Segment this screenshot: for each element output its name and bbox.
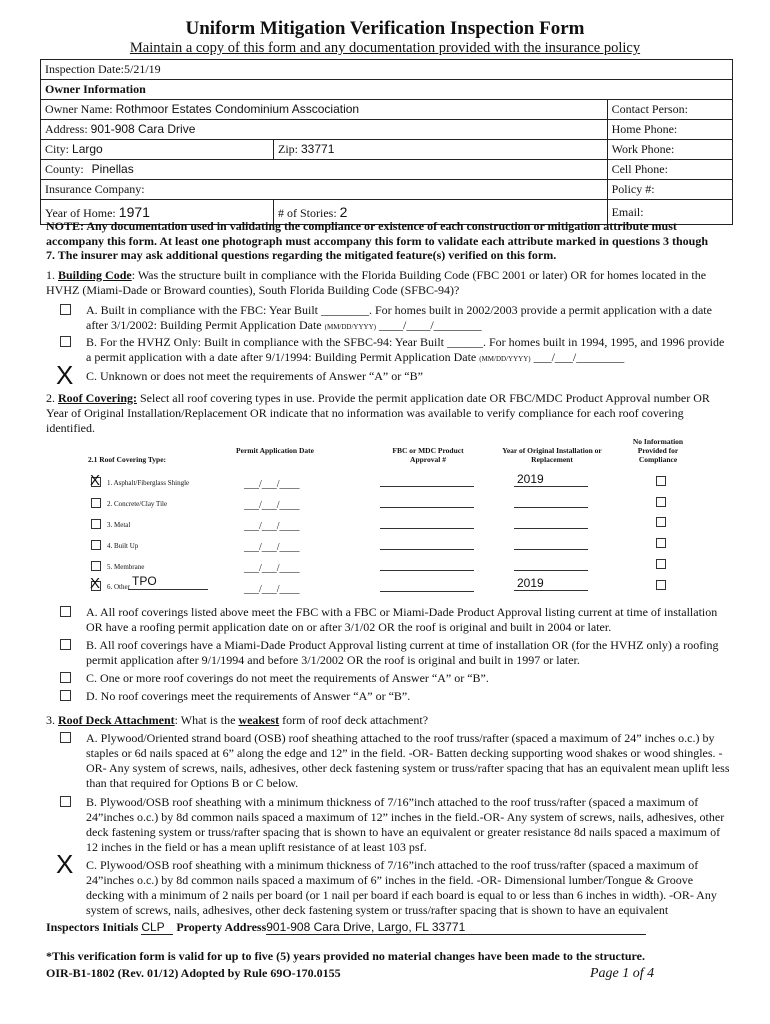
- q2-option-d[interactable]: [60, 689, 732, 704]
- inspector-initials-value[interactable]: CLP: [141, 920, 173, 935]
- q2-b-text: B. All roof coverings have a Miami-Dade Product Approval listing current at time of installation OR (for the HVHZ only) a roofing permit application after 9/1/1994 and before 3/1/2002 OR the roof is original and built in 1997 or later.: [86, 638, 719, 667]
- validity-note: *This verification form is valid for up to five (5) years provided no material changes have been made to the structure.: [46, 949, 645, 963]
- q1-option-c[interactable]: [60, 369, 732, 384]
- zip-cell: [274, 140, 608, 160]
- q1-text: : Was the structure built in compliance with the Florida Building Code (FBC 2001 or later) OR for homes located in the HVHZ (Miami-Dade or Broward counties), South Florida Building Code (SFBC-94)?: [46, 268, 707, 297]
- contact-person-cell[interactable]: [607, 100, 732, 120]
- roof-row-5-checkbox[interactable]: [91, 561, 101, 571]
- form-id: OIR-B1-1802 (Rev. 01/12) Adopted by Rule 69O-170.0155: [46, 966, 341, 980]
- q3-text-pre: : What is the: [174, 713, 239, 727]
- roof-row-6-approval[interactable]: [380, 591, 474, 592]
- roof-row-4-noinfo[interactable]: [656, 538, 666, 548]
- q1-b-text: B. For the HVHZ Only: Built in compliance with the SFBC-94: Year Built ______. For homes built in 1994, 1995, and 1996 provide a permit application with a date after 9/1/1994: Building Permit Application Date: [86, 335, 725, 364]
- address-label: Address:: [45, 122, 88, 136]
- owner-info-header: Owner Information: [41, 80, 733, 100]
- roof-row-6-date[interactable]: ___/___/____: [244, 584, 300, 595]
- q2-number: 2.: [46, 391, 55, 405]
- roof-row-5-approval[interactable]: [380, 570, 474, 571]
- inspection-date-label: Inspection Date:: [45, 62, 124, 76]
- q1-b-date-blank[interactable]: ___/___/________: [530, 350, 625, 364]
- roof-row-6-checkmark[interactable]: X: [90, 575, 101, 592]
- col-roof-type-header: 2.1 Roof Covering Type:: [88, 455, 167, 464]
- q1-c-text: C. Unknown or does not meet the requirements of Answer “A” or “B”: [86, 369, 423, 383]
- q2-roof-covering: [46, 391, 732, 436]
- q3-b-checkbox[interactable]: [60, 796, 71, 807]
- col-noinfo-header: No Information Provided for Compliance: [632, 437, 684, 464]
- roof-row-6-noinfo[interactable]: [656, 580, 666, 590]
- roof-row-1-year-line: [514, 486, 588, 487]
- roof-row-1-year[interactable]: 2019: [517, 472, 544, 486]
- q2-a-checkbox[interactable]: [60, 606, 71, 617]
- q2-c-checkbox[interactable]: [60, 672, 71, 683]
- county-value[interactable]: Pinellas: [91, 162, 134, 176]
- roof-row-4-approval[interactable]: [380, 549, 474, 550]
- q2-text: Select all roof covering types in use. Provide the permit application date OR FBC/MDC Product Approval number OR Year of Original Installation/Replacement OR indicate that no information was available to verify compliance for each roof covering identified.: [46, 391, 710, 435]
- q1-option-b[interactable]: [60, 335, 732, 364]
- roof-row-2-approval[interactable]: [380, 507, 474, 508]
- city-label: City:: [45, 142, 70, 156]
- roof-row-4-date[interactable]: ___/___/____: [244, 542, 300, 553]
- zip-value[interactable]: 33771: [301, 142, 335, 156]
- year-of-home-value[interactable]: 1971: [118, 203, 150, 220]
- work-phone-label: Work Phone:: [611, 142, 675, 156]
- q1-a-text: A. Built in compliance with the FBC: Year Built ________. For homes built in 2002/2003 provide a permit application with a date after 3/1/2002: Building Permit Application Date: [86, 303, 712, 332]
- q1-option-a[interactable]: [60, 303, 732, 332]
- roof-row-2-date[interactable]: ___/___/____: [244, 500, 300, 511]
- home-phone-cell[interactable]: [607, 120, 732, 140]
- footer-initials-row: [46, 920, 646, 935]
- page-number: Page 1 of 4: [590, 966, 655, 981]
- roof-row-3-date[interactable]: ___/___/____: [244, 521, 300, 532]
- zip-label: Zip:: [278, 142, 298, 156]
- q1-building-code: [46, 268, 732, 298]
- q1-a-date-format: (MM/DD/YYYY): [324, 323, 376, 331]
- roof-row-2-noinfo[interactable]: [656, 497, 666, 507]
- roof-row-2-checkbox[interactable]: [91, 498, 101, 508]
- inspector-initials-label: Inspectors Initials: [46, 920, 139, 934]
- roof-row-3-label: 3. Metal: [107, 521, 131, 529]
- q3-text-post: form of roof deck attachment?: [279, 713, 429, 727]
- q3-number: 3.: [46, 713, 55, 727]
- q3-c-text: C. Plywood/OSB roof sheathing with a minimum thickness of 7/16”inch attached to the roof truss/rafter (spaced a maximum of 24”inches o.c.) by 8d common nails spaced a maximum of 6” inches in the field. -OR- Dimensional lumber/Tongue & Groove decking with a minimum of 2 nails per board (or 1 nail per board if each board is equal to or less than 6 inches in width). -OR- Any system of screws, nails, adhesives, other deck fastening system or truss/rafter spacing that is shown to have an equivalent: [86, 858, 717, 917]
- form-title: Uniform Mitigation Verification Inspection Form: [185, 18, 585, 39]
- q2-d-checkbox[interactable]: [60, 690, 71, 701]
- q1-c-checkmark[interactable]: X: [56, 360, 74, 390]
- col-permit-date-header: Permit Application Date: [236, 446, 314, 455]
- city-cell: [41, 140, 274, 160]
- insurance-company-label: Insurance Company:: [45, 182, 145, 196]
- policy-label: Policy #:: [611, 182, 655, 196]
- q3-b-text: B. Plywood/OSB roof sheathing with a minimum thickness of 7/16”inch attached to the roof truss/rafter (spaced a maximum of 24”inches o.c.) by 8d common nails spaced a maximum of 12” inches in the field.-OR- Any system of screws, nails, adhesives, other deck fastening system or truss/rafter spacing that is shown to have an equivalent or greater resistance 8d nails spaced a maximum of 12 inches in the field or has a mean uplift resistance of at least 103 psf.: [86, 795, 725, 854]
- roof-row-1-date[interactable]: ___/___/____: [244, 479, 300, 490]
- property-address-value[interactable]: 901-908 Cara Drive, Largo, FL 33771: [266, 920, 646, 935]
- q1-number: 1.: [46, 268, 55, 282]
- form-subtitle: Maintain a copy of this form and any documentation provided with the insurance policy: [129, 40, 641, 56]
- county-label: County:: [45, 162, 84, 176]
- q3-a-checkbox[interactable]: [60, 732, 71, 743]
- cell-phone-label: Cell Phone:: [611, 162, 668, 176]
- roof-row-3-checkbox[interactable]: [91, 519, 101, 529]
- home-phone-label: Home Phone:: [611, 122, 678, 136]
- roof-row-6-year-line: [514, 590, 588, 591]
- owner-name-cell: [41, 100, 608, 120]
- owner-info-table: [40, 59, 733, 225]
- q3-c-checkmark[interactable]: X: [56, 849, 74, 879]
- insurance-company-cell[interactable]: [41, 180, 608, 200]
- year-of-home-label: Year of Home:: [45, 205, 116, 220]
- inspection-date-cell: [41, 60, 733, 80]
- roof-row-4-year[interactable]: [514, 549, 588, 550]
- policy-cell[interactable]: [607, 180, 732, 200]
- q2-b-checkbox[interactable]: [60, 639, 71, 650]
- q2-title: Roof Covering:: [58, 391, 137, 405]
- q3-a-text: A. Plywood/Oriented strand board (OSB) roof sheathing attached to the roof truss/rafter (spaced a maximum of 24” inches o.c.) by staples or 6d nails spaced at 6” along the edge and 12” in the field. -OR- Batten decking supporting wood shakes or wood shingles. -OR- Any system of screws, nails, adhesives, other deck fastening system or truss/rafter spacing that has an equivalent mean uplift less than that required for Options B or C below.: [86, 731, 730, 790]
- roof-row-2-label: 2. Concrete/Clay Tile: [107, 500, 168, 508]
- roof-row-5-date[interactable]: ___/___/____: [244, 563, 300, 574]
- roof-row-5-label: 5. Membrane: [107, 563, 145, 571]
- work-phone-cell[interactable]: [607, 140, 732, 160]
- q2-option-c[interactable]: [60, 671, 732, 686]
- contact-person-label: Contact Person:: [611, 102, 688, 116]
- roof-row-1-checkmark[interactable]: X: [90, 472, 101, 489]
- address-value[interactable]: 901-908 Cara Drive: [90, 122, 196, 136]
- roof-row-2-year[interactable]: [514, 507, 588, 508]
- q2-option-b[interactable]: [60, 638, 732, 667]
- q3-option-a[interactable]: [60, 731, 732, 790]
- roof-row-6-year[interactable]: 2019: [517, 576, 544, 590]
- q3-option-c[interactable]: [60, 858, 732, 918]
- roof-row-6-label: 6. Other: [107, 583, 130, 591]
- q1-b-checkbox[interactable]: [60, 336, 71, 347]
- note-paragraph: NOTE: Any documentation used in validating the compliance or existence of each construction or mitigation attribute must accompany this form. At least one photograph must accompany this form to validate each attribute marked in questions 3 though 7. The insurer may ask additional questions regarding the mitigated feature(s) verified on this form.: [46, 219, 709, 262]
- email-label: Email:: [611, 204, 644, 219]
- cell-phone-cell[interactable]: [607, 160, 732, 180]
- roof-row-3-approval[interactable]: [380, 528, 474, 529]
- roof-row-1-label: 1. Asphalt/Fiberglass Shingle: [107, 479, 190, 487]
- stories-value[interactable]: 2: [339, 203, 348, 220]
- roof-row-5-noinfo[interactable]: [656, 559, 666, 569]
- q3-option-b[interactable]: [60, 795, 732, 854]
- q2-a-text: A. All roof coverings listed above meet the FBC with a FBC or Miami-Dade Product Approval listing current at time of installation OR have a roofing permit application date on or after 3/1/02 OR the roof is original and built in 2004 or later.: [86, 605, 718, 634]
- roof-row-1-noinfo[interactable]: [656, 476, 666, 486]
- owner-name-value[interactable]: Rothmoor Estates Condominium Asscociation: [115, 102, 360, 116]
- roof-row-4-label: 4. Built Up: [107, 542, 139, 550]
- q3-title: Roof Deck Attachment: [58, 713, 175, 727]
- col-year-header: Year of Original Installation or Replacement: [502, 446, 602, 464]
- q1-title: Building Code: [58, 268, 132, 282]
- roof-row-5-year[interactable]: [514, 570, 588, 571]
- q1-b-date-format: (MM/DD/YYYY): [479, 355, 531, 363]
- roof-row-3-noinfo[interactable]: [656, 517, 666, 527]
- col-approval-header: FBC or MDC Product Approval #: [392, 446, 464, 464]
- stories-label: # of Stories:: [278, 205, 337, 220]
- roof-row-6-other-value[interactable]: TPO: [132, 574, 157, 588]
- property-address-label: Property Address: [176, 920, 267, 934]
- county-cell: [41, 160, 608, 180]
- roof-row-4-checkbox[interactable]: [91, 540, 101, 550]
- roof-row-6-other-line: [128, 589, 208, 590]
- q2-c-text: C. One or more roof coverings do not meet the requirements of Answer “A” or “B”.: [86, 671, 489, 685]
- q1-a-checkbox[interactable]: [60, 304, 71, 315]
- roof-row-1-approval[interactable]: [380, 486, 474, 487]
- roof-row-3-year[interactable]: [514, 528, 588, 529]
- inspection-date-value[interactable]: 5/21/19: [123, 62, 161, 76]
- city-value[interactable]: Largo: [72, 142, 103, 156]
- q3-roof-deck: [46, 713, 732, 728]
- address-cell: [41, 120, 608, 140]
- q2-d-text: D. No roof coverings meet the requirements of Answer “A” or “B”.: [86, 689, 411, 703]
- q1-a-date-blank[interactable]: ____/____/________: [375, 318, 482, 332]
- q3-weakest: weakest: [238, 713, 280, 727]
- q2-option-a[interactable]: [60, 605, 732, 634]
- owner-name-label: Owner Name:: [45, 102, 113, 116]
